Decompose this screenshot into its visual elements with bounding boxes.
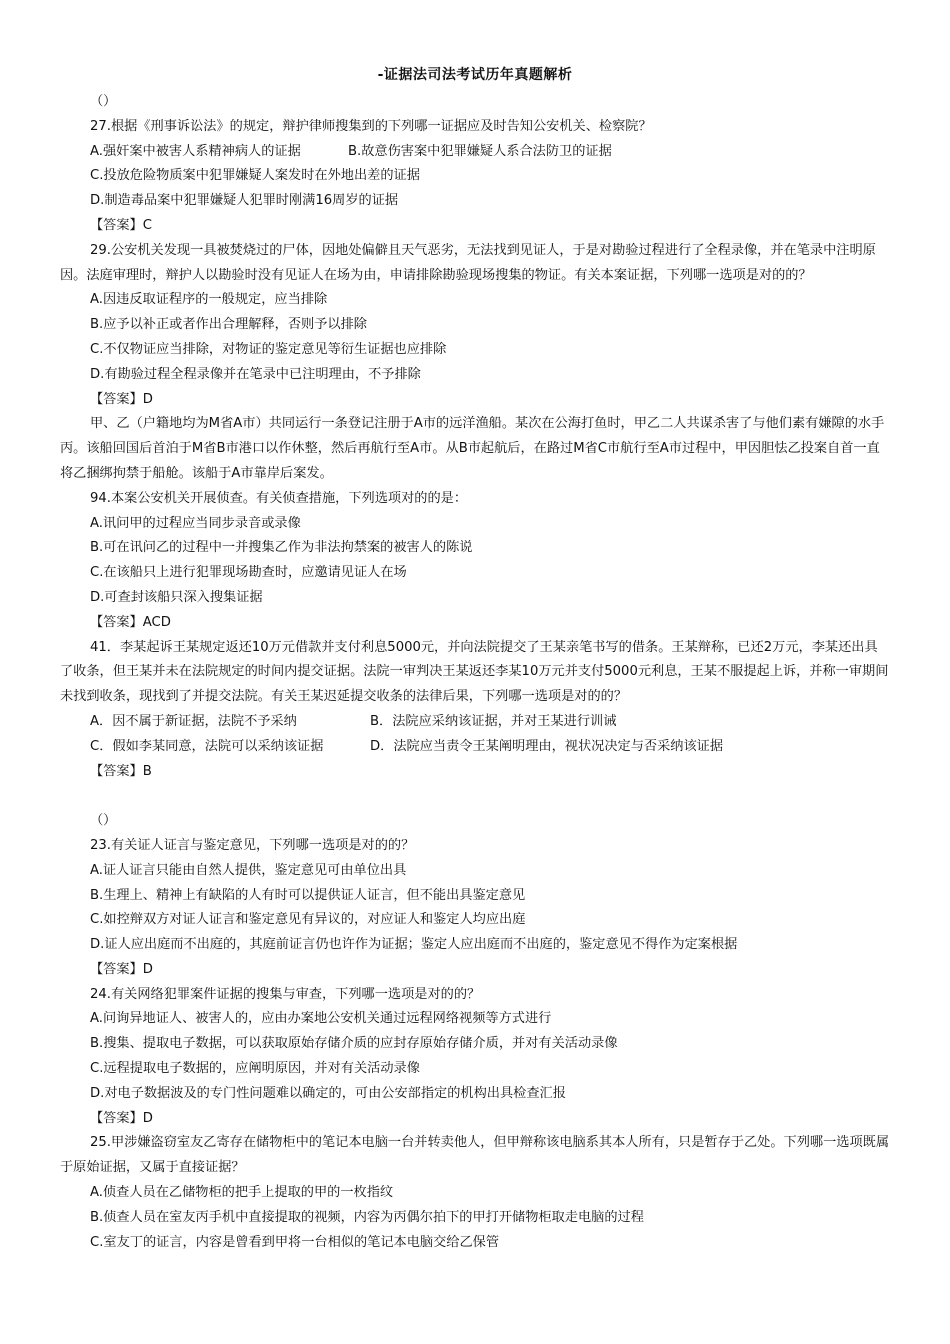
option-c: C.远程提取电子数据的，应阐明原因，并对有关活动录像 (90, 1061, 420, 1077)
option-b: B.搜集、提取电子数据，可以获取原始存储介质的应封存原始存储介质，并对有关活动录像 (90, 1036, 618, 1052)
option-b: B.侦查人员在室友丙手机中直接提取的视频，内容为丙偶尔拍下的甲打开储物柜取走电脑的过程 (90, 1209, 644, 1225)
option-a: A.侦查人员在乙储物柜的把手上提取的甲的一枚指纹 (90, 1185, 394, 1201)
option-a: A.证人证言只能由自然人提供，鉴定意见可由单位出具 (90, 862, 407, 878)
question-27: 27.根据《刑事诉讼法》的规定，辩护律师搜集到的下列哪一证据应及时告知公安机关、检察院？ (90, 118, 652, 134)
option-b: B.应予以补正或者作出合理解释，否则予以排除 (90, 317, 367, 333)
option-b: B.故意伤害案中犯罪嫌疑人系合法防卫的证据 (348, 143, 612, 159)
option-b: B．法院应采纳该证据，并对王某进行训诫 (370, 713, 617, 729)
option-a: A.强奸案中被害人系精神病人的证据 (90, 143, 301, 159)
option-d: D．法院应当责令王某阐明理由，视状况决定与否采纳该证据 (370, 738, 724, 754)
option-d: D.对电子数据波及的专门性问题难以确定的，可由公安部指定的机构出具检查汇报 (90, 1085, 566, 1101)
option-c: C.在该船只上进行犯罪现场勘查时，应邀请见证人在场 (90, 565, 407, 581)
option-b: B.可在讯问乙的过程中一并搜集乙作为非法拘禁案的被害人的陈说 (90, 540, 473, 556)
question-25: 25.甲涉嫌盗窃室友乙寄存在储物柜中的笔记本电脑一台并转卖他人，但甲辩称该电脑系其本人所有，只是暂存于乙处。下列哪一选项既属于原始证据，又属于直接证据？ (60, 1135, 890, 1176)
spacer (60, 784, 890, 809)
options-row (60, 710, 890, 735)
answer: 【答案】D (90, 391, 153, 407)
options-row (60, 735, 890, 760)
option-b: B.生理上、精神上有缺陷的人有时可以提供证人证言，但不能出具鉴定意见 (90, 887, 526, 903)
option-a: A.问询异地证人、被害人的，应由办案地公安机关通过远程网络视频等方式进行 (90, 1011, 552, 1027)
page-title: -证据法司法考试历年真题解析 (377, 67, 573, 83)
question-29: 29.公安机关发现一具被焚烧过的尸体，因地处偏僻且天气恶劣，无法找到见证人，于是对勘验过程进行了全程录像，并在笔录中注明原因。法庭审理时，辩护人以勘验时没有见证人在场为由，申请排除勘验现场搜集的物证。有关本案证据，下列哪一选项是对的的？ (60, 242, 876, 283)
document-body (60, 90, 890, 1255)
question-23: 23.有关证人证言与鉴定意见，下列哪一选项是对的的？ (90, 837, 415, 853)
question-24: 24.有关网络犯罪案件证据的搜集与审查，下列哪一选项是对的的？ (90, 986, 481, 1002)
option-c: C.如控辩双方对证人证言和鉴定意见有异议的，对应证人和鉴定人均应出庭 (90, 912, 526, 928)
option-a: A．因不属于新证据，法院不予采纳 (90, 713, 297, 729)
paragraph: （） (90, 94, 117, 109)
case-description: 甲、乙（户籍地均为M省A市）共同运行一条登记注册于A市的远洋渔船。某次在公海打鱼时，甲乙二人共谋杀害了与他们素有嫌隙的水手丙。该船回国后首泊于M省B市港口以作休整，然后再航行至A市。从B市起航后，在路过M省C市航行至A市过程中，甲因胆怯乙投案自首一直将乙捆绑拘禁于船舱。该船于A市靠岸后案发。 (60, 416, 885, 481)
option-c: C.室友丁的证言，内容是曾看到甲将一台相似的笔记本电脑交给乙保管 (90, 1234, 500, 1250)
option-d: D.有勘验过程全程录像并在笔录中已注明理由，不予排除 (90, 366, 421, 382)
answer: 【答案】D (90, 1110, 153, 1126)
option-d: D.证人应出庭而不出庭的，其庭前证言仍也许作为证据；鉴定人应出庭而不出庭的，鉴定意见不得作为定案根据 (90, 937, 738, 953)
option-c: C.不仅物证应当排除，对物证的鉴定意见等衍生证据也应排除 (90, 341, 447, 357)
option-d: D.可查封该船只深入搜集证据 (90, 589, 263, 605)
option-d: D.制造毒品案中犯罪嫌疑人犯罪时刚满16周岁的证据 (90, 193, 399, 209)
option-c: C.投放危险物质案中犯罪嫌疑人案发时在外地出差的证据 (90, 168, 420, 184)
question-41: 41．李某起诉王某规定返还10万元借款并支付利息5000元，并向法院提交了王某亲笔书写的借条。王某辩称，已还2万元，李某还出具了收条，但王某并未在法院规定的时间内提交证据。法院一审判决王某返还李某10万元并支付5000元利息，王某不服提起上诉，并称一审期间未找到收条，现找到了并提交法院。有关王某迟延提交收条的法律后果，下列哪一选项是对的的？ (60, 639, 889, 705)
question-94: 94.本案公安机关开展侦查。有关侦查措施，下列选项对的的是： (90, 490, 468, 506)
option-a: A.因违反取证程序的一般规定，应当排除 (90, 292, 328, 308)
option-a: A.讯问甲的过程应当同步录音或录像 (90, 515, 301, 531)
answer: 【答案】B (90, 763, 152, 779)
answer: 【答案】C (90, 217, 152, 233)
options-row (60, 140, 890, 165)
option-c: C．假如李某同意，法院可以采纳该证据 (90, 738, 324, 754)
answer: 【答案】ACD (90, 614, 171, 630)
answer: 【答案】D (90, 961, 153, 977)
paragraph: （） (90, 813, 117, 829)
